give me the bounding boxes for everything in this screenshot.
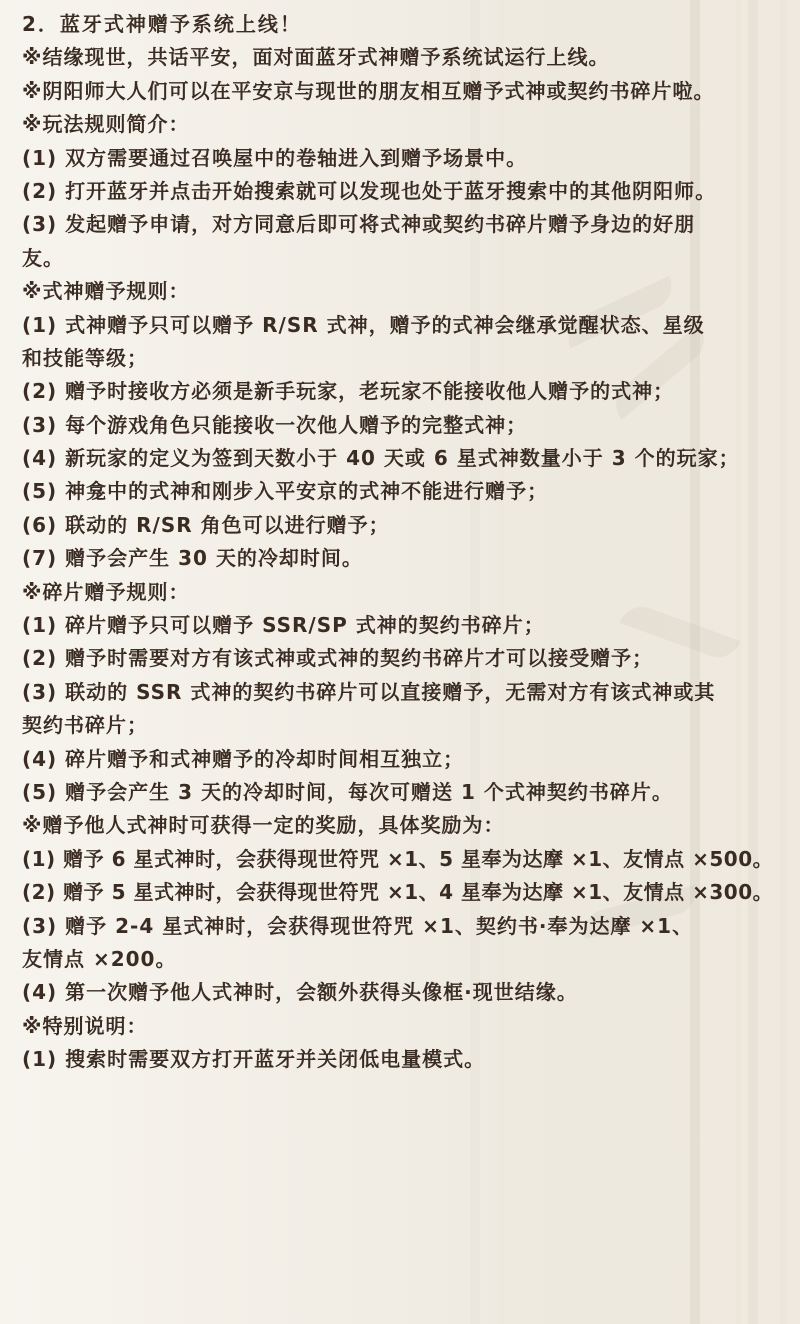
subsection-heading: ※特别说明：: [22, 1013, 148, 1038]
subsection-heading: ※碎片赠予规则：: [22, 579, 190, 604]
subsection-heading: ※式神赠予规则：: [22, 279, 190, 304]
text-line: (1) 赠予 6 星式神时，会获得现世符咒 ×1、5 星奉为达摩 ×1、友情点 ×500。: [22, 846, 774, 871]
text-line: (2) 赠予时需要对方有该式神或式神的契约书碎片才可以接受赠予；: [22, 646, 654, 671]
text-line: (6) 联动的 R/SR 角色可以进行赠予；: [22, 512, 390, 537]
text-line: (3) 发起赠予申请，对方同意后即可将式神或契约书碎片赠予身边的好朋: [22, 212, 696, 237]
text-line: (3) 每个游戏角色只能接收一次他人赠予的完整式神；: [22, 412, 528, 437]
text-line: (1) 碎片赠予只可以赠予 SSR/SP 式神的契约书碎片；: [22, 613, 545, 638]
text-line: (7) 赠予会产生 30 天的冷却时间。: [22, 546, 363, 571]
text-line: (5) 赠予会产生 3 天的冷却时间，每次可赠送 1 个式神契约书碎片。: [22, 779, 673, 804]
text-line: 和技能等级；: [22, 345, 148, 370]
text-line: 友情点 ×200。: [22, 946, 177, 971]
text-line: ※结缘现世，共话平安，面对面蓝牙式神赠予系统试运行上线。: [22, 45, 610, 70]
text-line: (1) 搜索时需要双方打开蓝牙并关闭低电量模式。: [22, 1047, 486, 1072]
text-line: (1) 式神赠予只可以赠予 R/SR 式神，赠予的式神会继承觉醒状态、星级: [22, 312, 705, 337]
text-line: (3) 联动的 SSR 式神的契约书碎片可以直接赠予，无需对方有该式神或其: [22, 679, 716, 704]
text-line: (2) 赠予 5 星式神时，会获得现世符咒 ×1、4 星奉为达摩 ×1、友情点 ×300。: [22, 880, 774, 905]
section-title: 2．蓝牙式神赠予系统上线！: [22, 12, 302, 36]
text-line: (4) 第一次赠予他人式神时，会额外获得头像框·现世结缘。: [22, 980, 578, 1005]
text-line: ※阴阳师大人们可以在平安京与现世的朋友相互赠予式神或契约书碎片啦。: [22, 78, 715, 103]
text-line: (5) 神龛中的式神和刚步入平安京的式神不能进行赠予；: [22, 479, 549, 504]
text-line: 友。: [22, 245, 64, 270]
text-line: (4) 碎片赠予和式神赠予的冷却时间相互独立；: [22, 746, 465, 771]
subsection-heading: ※赠予他人式神时可获得一定的奖励，具体奖励为：: [22, 813, 505, 838]
announcement-text: [22, 8, 782, 1077]
text-line: (4) 新玩家的定义为签到天数小于 40 天或 6 星式神数量小于 3 个的玩家；: [22, 446, 740, 471]
text-line: 契约书碎片；: [22, 713, 148, 738]
text-line: (3) 赠予 2-4 星式神时，会获得现世符咒 ×1、契约书·奉为达摩 ×1、: [22, 913, 694, 938]
text-line: (2) 打开蓝牙并点击开始搜索就可以发现也处于蓝牙搜索中的其他阴阳师。: [22, 178, 717, 203]
text-line: (2) 赠予时接收方必须是新手玩家，老玩家不能接收他人赠予的式神；: [22, 379, 675, 404]
subsection-heading: ※玩法规则简介：: [22, 112, 190, 137]
text-line: (1) 双方需要通过召唤屋中的卷轴进入到赠予场景中。: [22, 145, 528, 170]
